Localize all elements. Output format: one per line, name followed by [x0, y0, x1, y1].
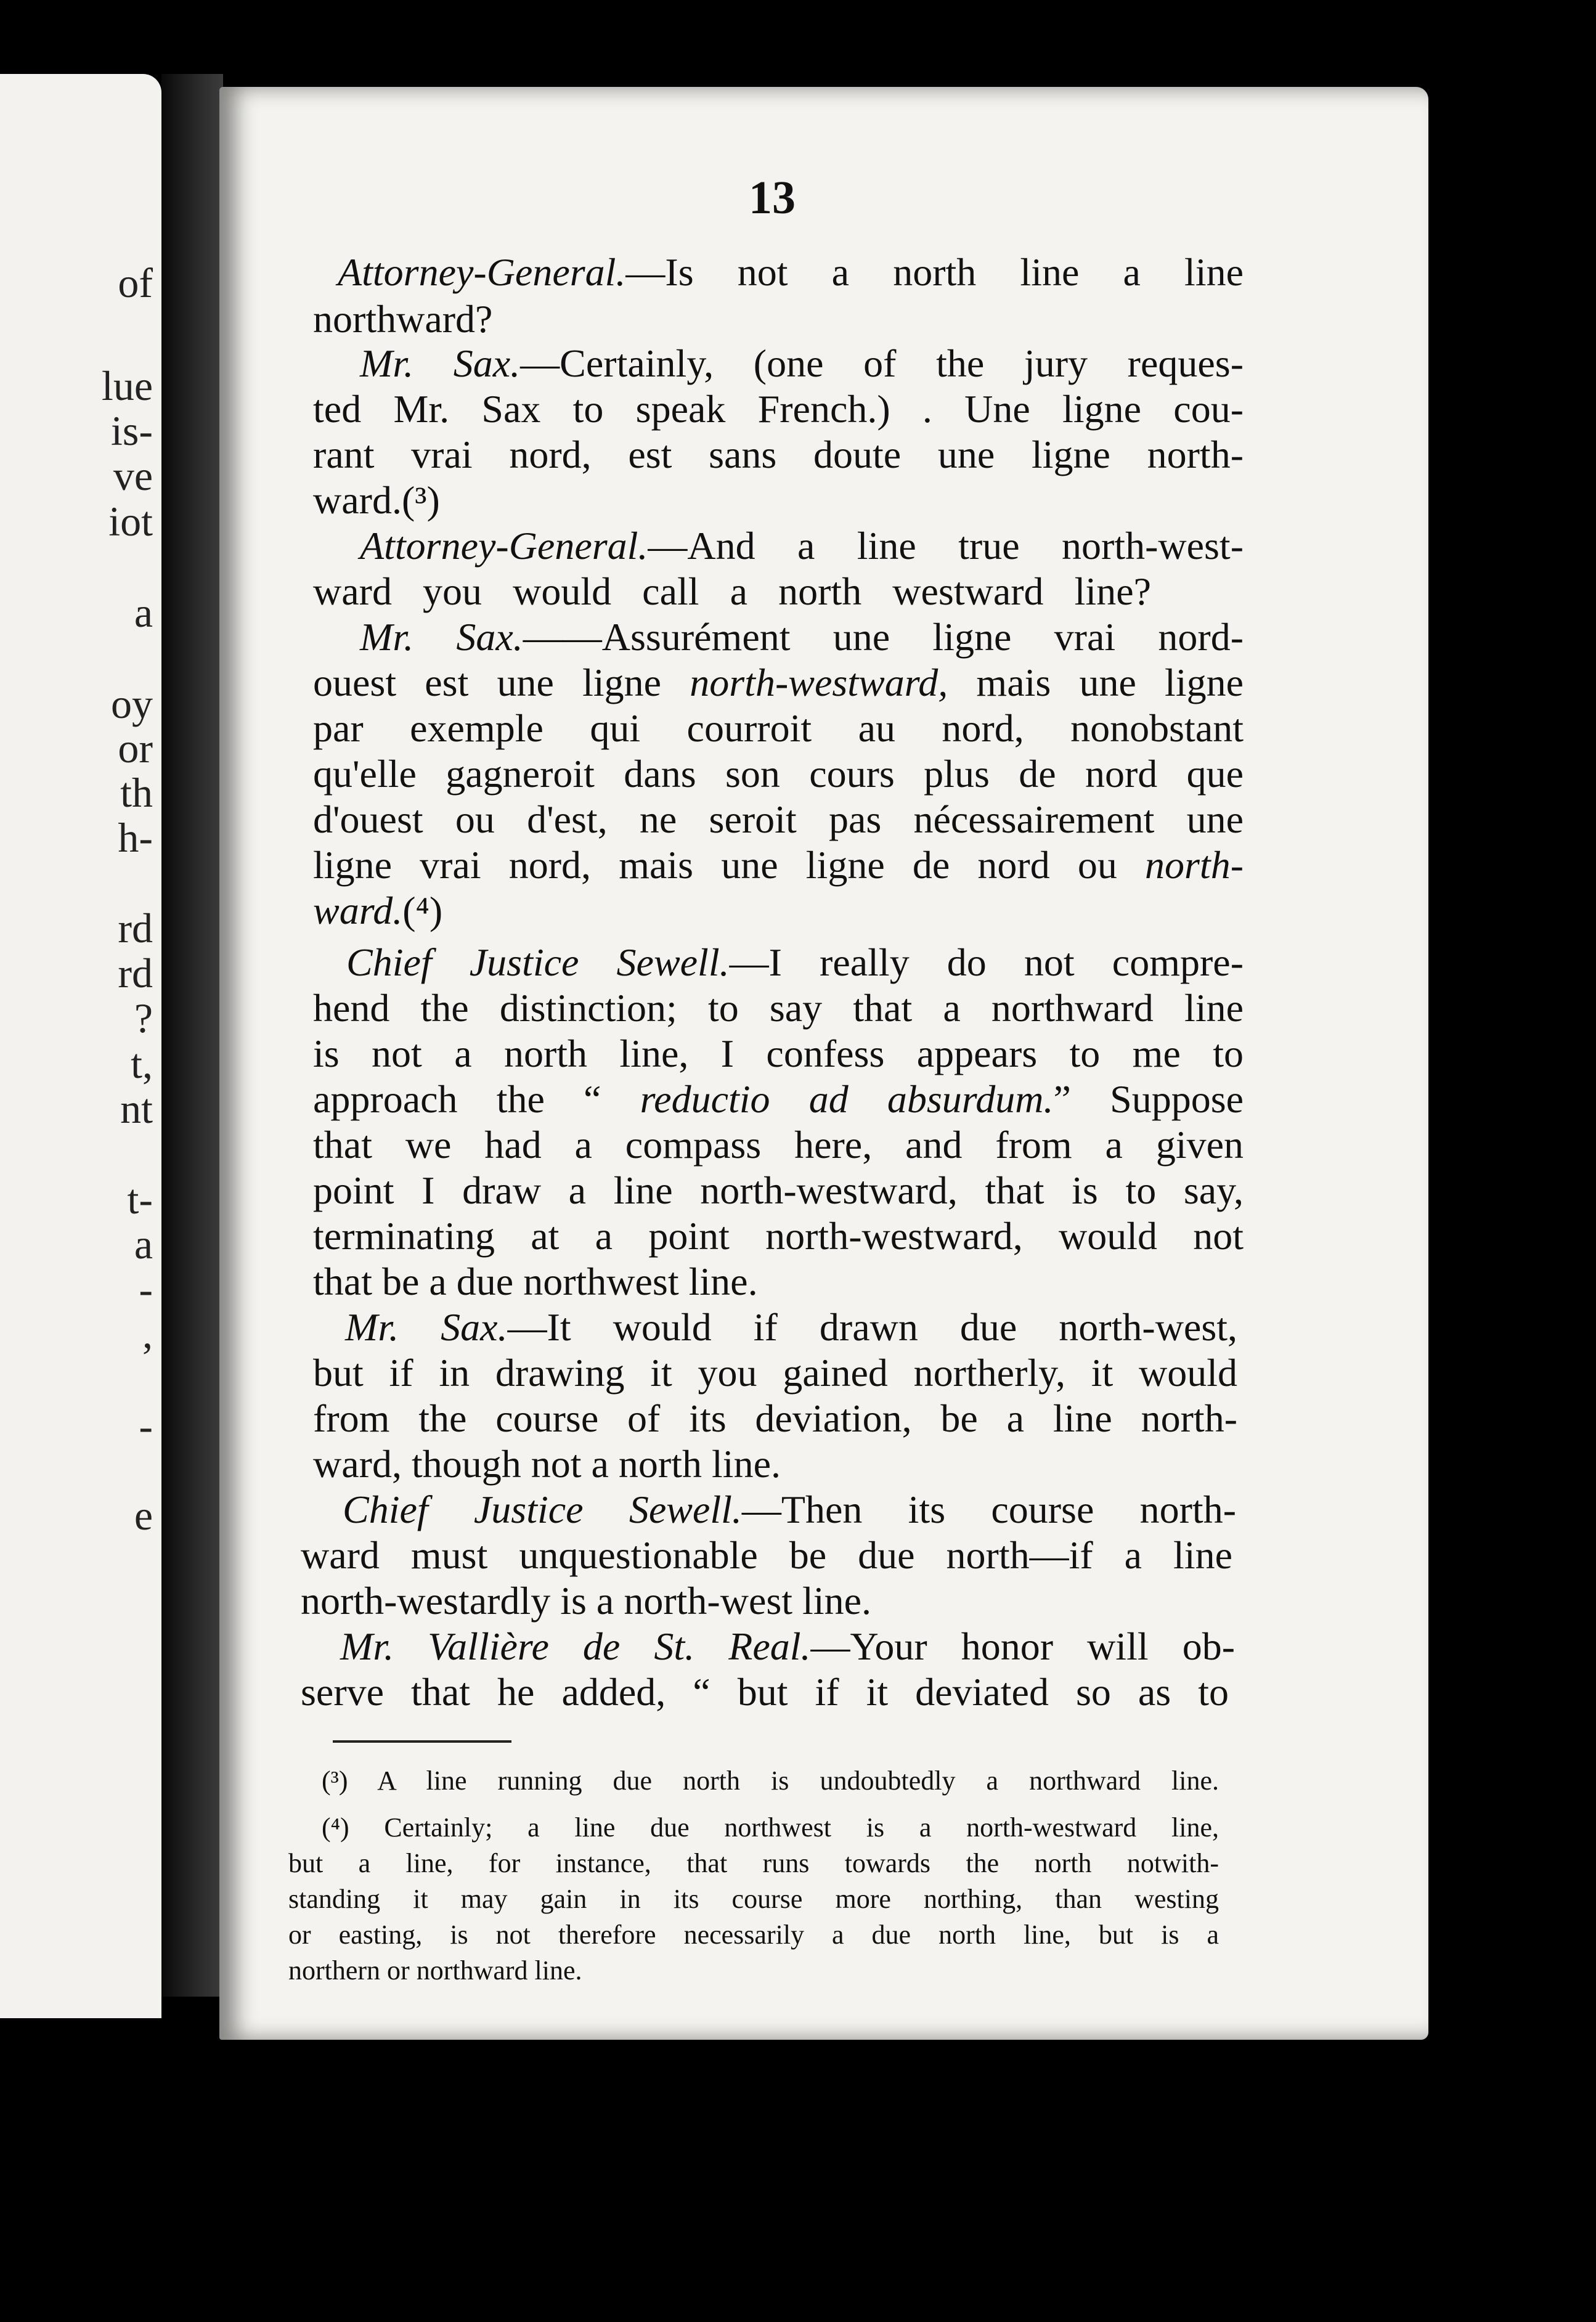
footnote-line: (⁴) Certainly; a line due northwest is a north-westward line,	[322, 1812, 1219, 1843]
text-line	[360, 526, 1244, 566]
left-page-fragment: rd	[118, 950, 153, 996]
left-page-fragment: iot	[108, 498, 153, 545]
left-page-fragment: oy	[111, 680, 153, 727]
text-line	[313, 988, 1244, 1028]
text-line	[360, 617, 1244, 657]
text-line	[313, 299, 492, 339]
line-segment: rant vrai nord, est sans doute une ligne north-	[313, 433, 1244, 476]
line-segment: northward?	[313, 297, 493, 341]
text-line	[313, 1034, 1244, 1073]
text-line	[313, 663, 1244, 703]
line-segment: ——Assurément une ligne vrai nord-	[523, 615, 1244, 659]
left-page-fragment: a	[134, 1221, 153, 1268]
left-page-fragment: ,	[142, 1310, 153, 1357]
left-page-fragment: a	[134, 589, 153, 636]
left-page-fragment: h-	[118, 814, 153, 861]
footnote-line: but a line, for instance, that runs towards the north notwith-	[288, 1848, 1219, 1878]
text-line	[313, 1125, 1244, 1165]
line-segment: par exemple qui courroit au nord, nonobstant	[313, 706, 1244, 750]
text-line	[313, 569, 1151, 613]
line-segment: mais une ligne	[948, 661, 1244, 704]
footnote-line: (³) A line running due north is undoubtedly a northward line.	[322, 1766, 1219, 1796]
line-segment: —Then its course north-	[741, 1488, 1237, 1531]
line-segment: north-	[1145, 843, 1244, 887]
left-page-fragment: lue	[101, 362, 153, 409]
left-page-fragment: -	[139, 1266, 153, 1313]
line-segment: that we had a compass here, and from a given	[313, 1123, 1244, 1167]
line-segment: —Is not a north line a line	[625, 250, 1244, 294]
text-line	[301, 1581, 871, 1621]
line-segment: ted Mr. Sax to speak French.) . Une ligne cou-	[313, 387, 1244, 431]
page-number: 13	[749, 172, 796, 224]
left-page-fragment: e	[134, 1492, 153, 1539]
speaker-name: Mr. Sax.	[360, 615, 523, 659]
speaker-name: Mr. Sax.	[360, 341, 521, 385]
text-line	[313, 754, 1244, 794]
line-segment: ” Suppose	[1053, 1077, 1244, 1121]
line-segment: from the course of its deviation, be a line north-	[313, 1396, 1237, 1440]
left-page-fragment: ve	[113, 452, 153, 499]
line-segment: ward you would call a north westward line?	[313, 569, 1151, 613]
left-page-fragment: t-	[127, 1176, 153, 1223]
text-line	[313, 1168, 1244, 1212]
speaker-name: Attorney-General.	[338, 250, 626, 294]
text-line	[313, 797, 1244, 841]
left-page-fragment: th	[120, 769, 153, 816]
text-line	[313, 1216, 1244, 1256]
line-segment: point I draw a line north-westward, that is to say,	[313, 1168, 1244, 1212]
speaker-name: Mr. Sax.	[345, 1305, 508, 1349]
text-line	[345, 1305, 1238, 1349]
footnote-line: standing it may gain in its course more northing, than westing	[288, 1884, 1219, 1914]
text-line	[313, 478, 440, 522]
line-segment: ward, though not a north line.	[313, 1442, 781, 1486]
left-page-fragment: or	[118, 725, 153, 772]
line-segment: —Certainly, (one of the jury reques-	[520, 341, 1244, 385]
line-segment: north-westward,	[690, 661, 948, 704]
footnote-line: or easting, is not therefore necessarily a due north line, but is a	[288, 1920, 1219, 1950]
line-segment: terminating at a point north-westward, would not	[313, 1214, 1244, 1258]
left-page-fragment: -	[139, 1403, 153, 1449]
line-segment: approach the “	[313, 1077, 640, 1121]
line-segment: ward.	[313, 889, 403, 932]
line-segment: —I really do not compre-	[729, 940, 1244, 984]
line-segment: ligne vrai nord, mais une ligne de nord ou	[313, 843, 1145, 887]
footnote-rule	[333, 1740, 511, 1743]
text-line	[313, 1262, 758, 1302]
text-line	[301, 1672, 1229, 1712]
line-segment: —And a line true north-west-	[648, 524, 1244, 568]
footnote-line: northern or northward line.	[288, 1955, 582, 1986]
text-line	[301, 1533, 1232, 1577]
text-line	[343, 1490, 1236, 1530]
line-segment: north-westardly is a north-west line.	[301, 1579, 871, 1623]
text-line	[313, 706, 1244, 750]
text-line	[340, 1624, 1236, 1668]
text-line	[313, 1353, 1237, 1393]
text-line	[313, 389, 1244, 429]
line-segment: reductio ad absurdum.	[640, 1077, 1054, 1121]
speaker-name: Attorney-General.	[360, 524, 648, 568]
line-segment: ward must unquestionable be due north—if a line	[301, 1533, 1232, 1577]
line-segment: —It would if drawn due north-west,	[507, 1305, 1238, 1349]
line-segment: qu'elle gagneroit dans son cours plus de nord que	[313, 752, 1244, 796]
line-segment: d'ouest ou d'est, ne seroit pas nécessairement une	[313, 797, 1244, 841]
text-line	[313, 1444, 781, 1484]
book-spine	[161, 74, 223, 1997]
left-page-fragment: rd	[118, 905, 153, 951]
line-segment: hend the distinction; to say that a northward line	[313, 986, 1244, 1030]
left-page-fragment: is-	[111, 407, 153, 454]
text-line	[346, 940, 1244, 984]
left-page-fragment: t,	[131, 1040, 153, 1087]
line-segment: that be a due northwest line.	[313, 1260, 758, 1303]
line-segment: ward.(³)	[313, 478, 440, 522]
line-segment: —Your honor will ob-	[810, 1624, 1236, 1668]
speaker-name: Mr. Vallière de St. Real.	[340, 1624, 811, 1668]
text-line	[313, 1077, 1244, 1121]
left-page-fragment: nt	[120, 1085, 153, 1132]
text-line	[313, 435, 1244, 475]
left-page-fragment: of	[118, 259, 153, 306]
text-line	[313, 891, 442, 931]
line-segment: (⁴)	[402, 889, 443, 932]
speaker-name: Chief Justice Sewell.	[343, 1488, 742, 1531]
speaker-name: Chief Justice Sewell.	[346, 940, 730, 984]
text-line	[360, 341, 1244, 385]
left-page-edge	[0, 74, 161, 2018]
line-segment: but if in drawing it you gained northerly, it would	[313, 1351, 1237, 1395]
text-line	[338, 250, 1244, 294]
text-line	[313, 845, 1244, 885]
line-segment: is not a north line, I confess appears to me to	[313, 1032, 1244, 1075]
left-page-fragment: ?	[134, 995, 153, 1041]
line-segment: serve that he added, “ but if it deviated so as to	[301, 1670, 1229, 1714]
text-line	[313, 1396, 1237, 1440]
line-segment: ouest est une ligne	[313, 661, 690, 704]
